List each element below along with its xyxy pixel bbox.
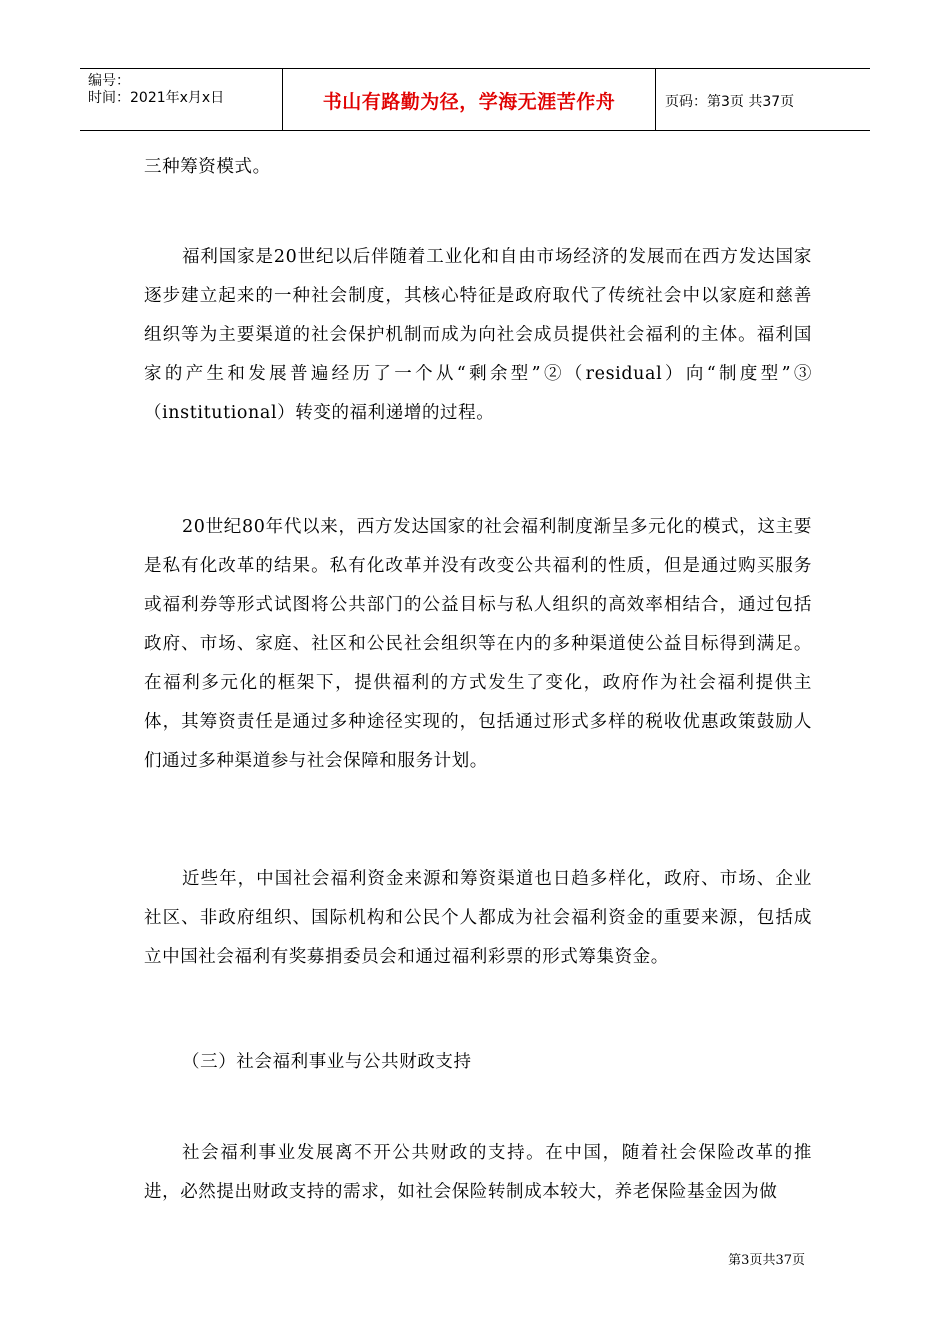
page-header xyxy=(80,68,870,131)
paragraph-diversification: 20世纪80年代以来，西方发达国家的社会福利制度渐呈多元化的模式，这主要是私有化改革的结果。私有化改革并没有改变公共福利的性质，但是通过购买服务或福利券等形式试图将公共部门的公益目标与私人组织的高效率相结合，通过包括政府、市场、家庭、社区和公民社会组织等在内的多种渠道使公益目标得到满足。在福利多元化的框架下，提供福利的方式发生了变化，政府作为社会福利提供主体，其筹资责任是通过多种途径实现的，包括通过形式多样的税收优惠政策鼓励人们通过多种渠道参与社会保障和服务计划。 xyxy=(144,517,812,771)
document-date-label: 时间：2021年x月x日 xyxy=(88,90,225,106)
header-motto: 书山有路勤为径，学海无涯苦作舟 xyxy=(322,91,616,113)
page-footer-number: 第3页共37页 xyxy=(728,1253,805,1268)
paragraph-welfare-state: 福利国家是20世纪以后伴随着工业化和自由市场经济的发展而在西方发达国家逐步建立起来的一种社会制度，其核心特征是政府取代了传统社会中以家庭和慈善组织等为主要渠道的社会保护机制而成为向社会成员提供社会福利的主体。福利国家的产生和发展普遍经历了一个从“剩余型”②（residual）向“制度型”③（institutional）转变的福利递增的过程。 xyxy=(144,247,812,423)
document-number-label: 编号： xyxy=(88,73,130,89)
header-motto-cell xyxy=(282,69,656,130)
header-page-number: 页码：第3页 共37页 xyxy=(665,94,795,110)
header-page-cell xyxy=(655,69,870,130)
paragraph-fragment: 三种筹资模式。 xyxy=(144,157,271,177)
header-meta xyxy=(80,69,282,130)
paragraph-china-funding: 近些年，中国社会福利资金来源和筹资渠道也日趋多样化，政府、市场、企业社区、非政府组织、国际机构和公民个人都成为社会福利资金的重要来源，包括成立中国社会福利有奖募捐委员会和通过福利彩票的形式筹集资金。 xyxy=(144,869,812,967)
section-heading: （三）社会福利事业与公共财政支持 xyxy=(182,1052,472,1072)
paragraph-public-finance: 社会福利事业发展离不开公共财政的支持。在中国，随着社会保险改革的推进，必然提出财政支持的需求，如社会保险转制成本较大，养老保险基金因为做 xyxy=(144,1143,812,1202)
